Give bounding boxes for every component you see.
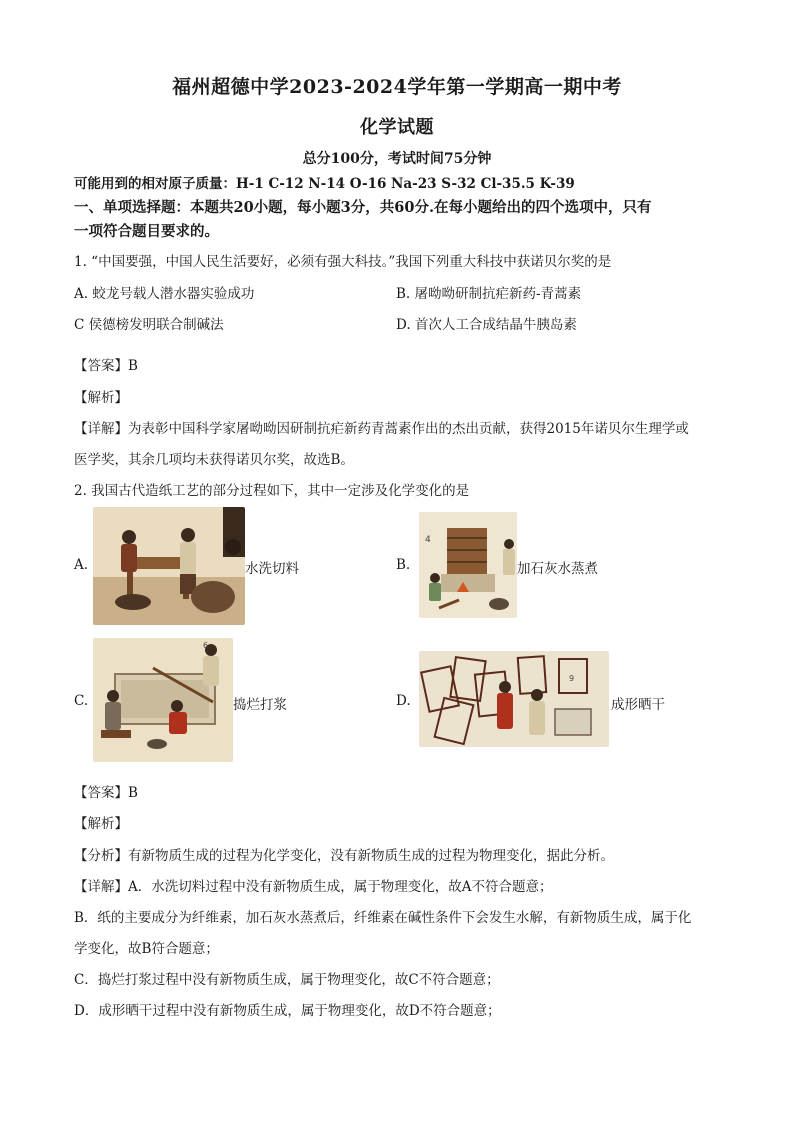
exam-title: 福州超德中学2023-2024学年第一学期高一期中考 [172, 76, 622, 98]
q2-option-c-caption: 捣烂打浆 [233, 697, 287, 713]
papermaking-drying-image [419, 651, 609, 747]
svg-text:6: 6 [203, 641, 209, 650]
q1-detail-line2: 医学奖，其余几项均未获得诺贝尔奖，故选B。 [74, 452, 354, 468]
q1-analysis: 【解析】 [74, 390, 128, 406]
papermaking-pulping-image [93, 638, 233, 762]
subject-title: 化学试题 [360, 117, 434, 138]
q1-option-b: B. 屠呦呦研制抗疟新药-青蒿素 [396, 286, 582, 302]
svg-text:4: 4 [425, 535, 431, 545]
svg-text:9: 9 [569, 674, 575, 683]
papermaking-washing-image [93, 507, 245, 625]
time-info: 总分100分，考试时间75分钟 [302, 151, 492, 167]
section-heading-line2: 一项符合题目要求的。 [74, 223, 219, 240]
q1-stem: 1. “中国要强，中国人民生活要好，必须有强大科技。”我国下列重大科技中获诺贝尔奖的是 [74, 254, 612, 270]
q2-fenxi: 【分析】有新物质生成的过程为化学变化，没有新物质生成的过程为物理变化，据此分析。 [74, 848, 614, 864]
q2-answer: 【答案】B [74, 785, 138, 801]
q2-option-a-letter: A. [74, 557, 89, 573]
q2-option-d-letter: D. [396, 693, 411, 709]
q2-detail-d: D．成形晒干过程中没有新物质生成，属于物理变化，故D不符合题意； [74, 1003, 501, 1019]
section-heading-line1: 一、单项选择题：本题共20小题，每小题3分，共60分.在每小题给出的四个选项中，只有 [74, 199, 652, 216]
q2-detail-b-line1: B．纸的主要成分为纤维素，加石灰水蒸煮后，纤维素在碱性条件下会发生水解，有新物质生成，属于化 [74, 910, 692, 926]
q1-option-c: C 侯德榜发明联合制碱法 [74, 317, 224, 333]
q2-stem: 2. 我国古代造纸工艺的部分过程如下，其中一定涉及化学变化的是 [74, 483, 470, 499]
q1-option-a: A. 蛟龙号载人潜水器实验成功 [74, 286, 255, 302]
q1-option-d: D. 首次人工合成结晶牛胰岛素 [396, 317, 577, 333]
q2-option-b-letter: B. [396, 557, 411, 573]
q2-detail-a: 【详解】A．水洗切料过程中没有新物质生成，属于物理变化，故A不符合题意； [74, 879, 553, 895]
q2-detail-b-line2: 学变化，故B符合题意； [74, 941, 219, 957]
q2-analysis: 【解析】 [74, 816, 128, 832]
q2-option-a-caption: 水洗切料 [245, 561, 299, 577]
q2-option-c-letter: C. [74, 693, 89, 709]
atomic-masses: 可能用到的相对原子质量：H-1 C-12 N-14 O-16 Na-23 S-32 Cl-35.5 K-39 [74, 176, 575, 192]
q2-option-d-caption: 成形晒干 [611, 697, 665, 713]
q2-option-b-caption: 加石灰水蒸煮 [517, 561, 598, 577]
q1-detail-line1: 【详解】为表彰中国科学家屠呦呦因研制抗疟新药青蒿素作出的杰出贡献，获得2015年诺贝尔生理学或 [74, 421, 689, 437]
q2-detail-c: C．捣烂打浆过程中没有新物质生成，属于物理变化，故C不符合题意； [74, 972, 500, 988]
q1-answer: 【答案】B [74, 358, 138, 374]
papermaking-steaming-image [419, 512, 517, 618]
